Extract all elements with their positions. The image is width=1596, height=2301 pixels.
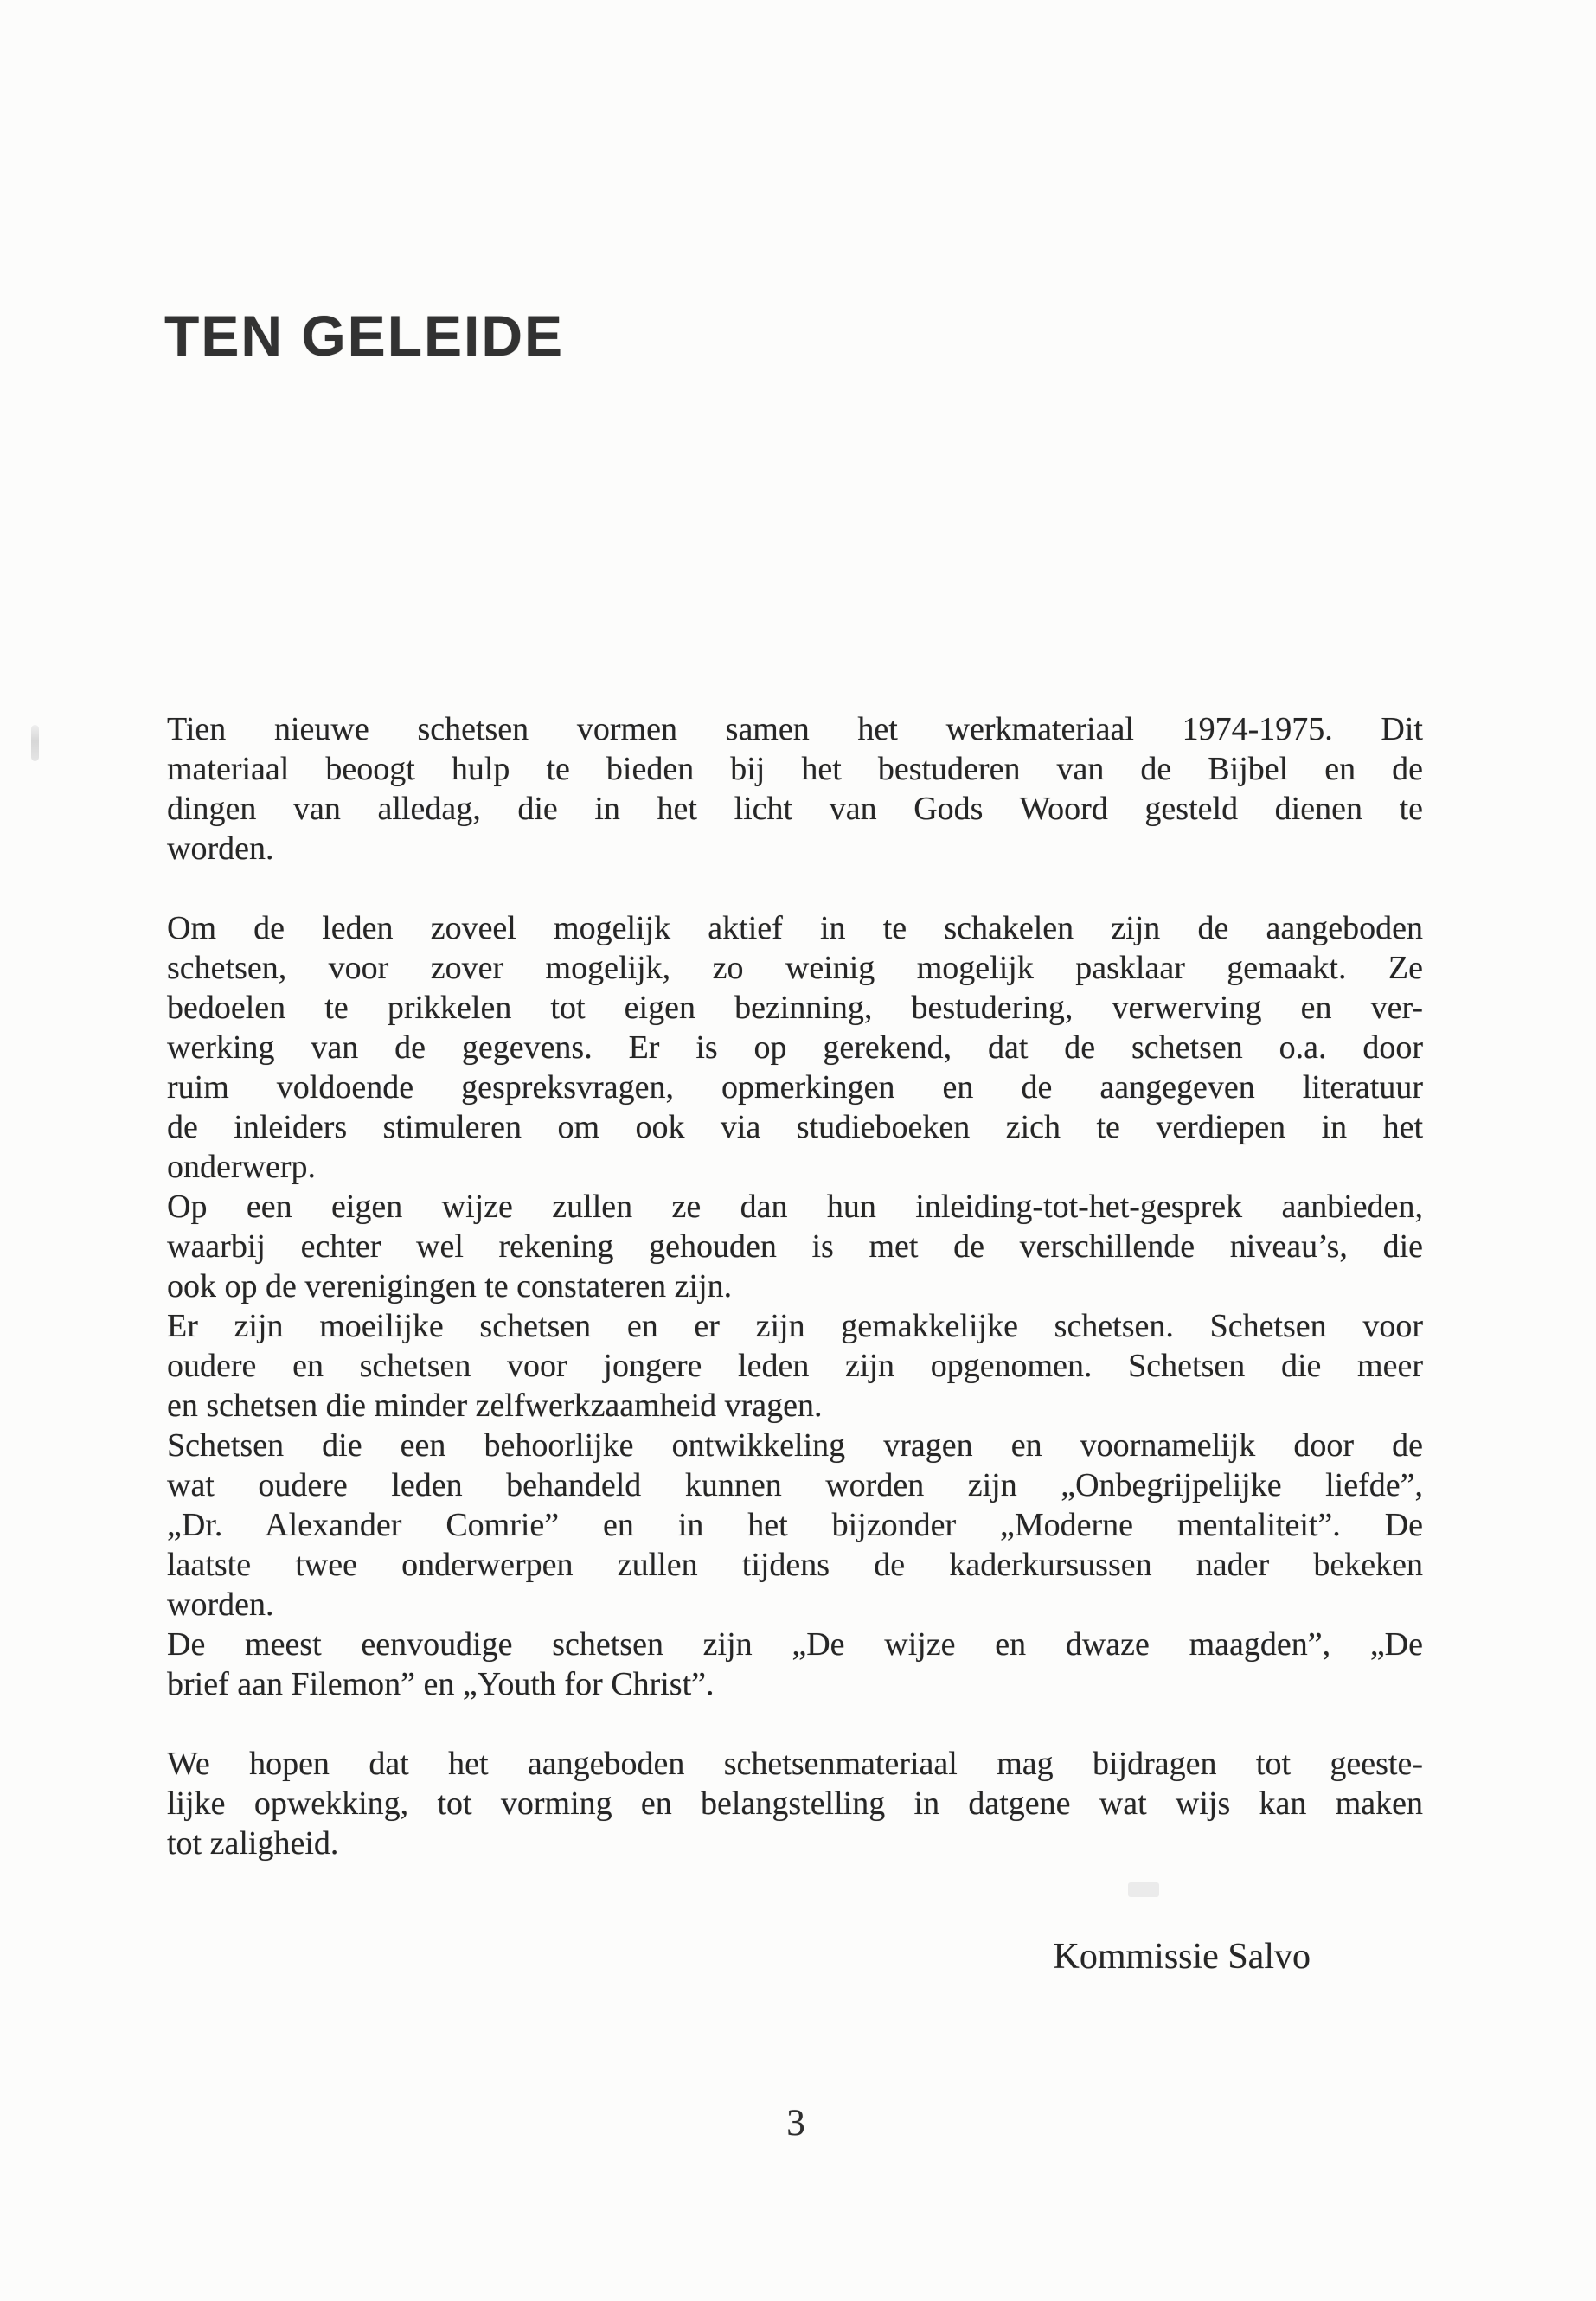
paragraph-block <box>167 908 1423 1704</box>
text-line: ruim voldoende gespreksvragen, opmerkingen en de aangegeven literatuur <box>167 1069 1423 1106</box>
text-line: We hopen dat het aangeboden schetsenmateriaal mag bijdragen tot geeste- <box>167 1746 1423 1782</box>
text-line: Om de leden zoveel mogelijk aktief in te schakelen zijn de aangeboden <box>167 910 1423 946</box>
text-line: dingen van alledag, die in het licht van Gods Woord gesteld dienen te <box>167 791 1423 827</box>
text-line: Op een eigen wijze zullen ze dan hun inleiding-tot-het-gesprek aanbieden, <box>167 1189 1423 1225</box>
text-line: laatste twee onderwerpen zullen tijdens de kaderkursussen nader bekeken <box>167 1547 1423 1583</box>
text-line: „Dr. Alexander Comrie” en in het bijzonder „Moderne mentaliteit”. De <box>167 1507 1423 1543</box>
text-line: tot zaligheid. <box>167 1825 339 1862</box>
text-line: Schetsen die een behoorlijke ontwikkeling vragen en voornamelijk door de <box>167 1427 1423 1464</box>
text-line: werking van de gegevens. Er is op gerekend, dat de schetsen o.a. door <box>167 1029 1423 1066</box>
text-line: waarbij echter wel rekening gehouden is met de verschillende niveau’s, die <box>167 1228 1423 1265</box>
text-line: lijke opwekking, tot vorming en belangstelling in datgene wat wijs kan maken <box>167 1785 1423 1822</box>
body-text <box>167 709 1423 1863</box>
text-line: en schetsen die minder zelfwerkzaamheid vragen. <box>167 1388 823 1424</box>
text-line: Er zijn moeilijke schetsen en er zijn gemakkelijke schetsen. Schetsen voor <box>167 1308 1423 1344</box>
text-line: worden. <box>167 830 274 867</box>
signature-line: Kommissie Salvo <box>1053 1937 1311 1977</box>
scan-artifact-smudge <box>1128 1882 1159 1897</box>
text-line: worden. <box>167 1586 274 1623</box>
page-number: 3 <box>786 2103 805 2144</box>
text-line: bedoelen te prikkelen tot eigen bezinning, bestudering, verwerving en ver- <box>167 990 1423 1026</box>
page-title: TEN GELEIDE <box>164 304 565 368</box>
text-line: schetsen, voor zover mogelijk, zo weinig mogelijk pasklaar gemaakt. Ze <box>167 950 1423 986</box>
paragraph-block <box>167 709 1423 868</box>
scan-artifact-left-margin <box>31 725 39 761</box>
text-line: materiaal beoogt hulp te bieden bij het bestuderen van de Bijbel en de <box>167 751 1423 787</box>
text-line: wat oudere leden behandeld kunnen worden zijn „Onbegrijpelijke liefde”, <box>167 1467 1423 1503</box>
paragraph-block <box>167 1744 1423 1863</box>
text-line: oudere en schetsen voor jongere leden zijn opgenomen. Schetsen die meer <box>167 1348 1423 1384</box>
text-line: Tien nieuwe schetsen vormen samen het werkmateriaal 1974-1975. Dit <box>167 711 1423 747</box>
text-line: brief aan Filemon” en „Youth for Christ”. <box>167 1666 715 1702</box>
text-line: ook op de verenigingen te constateren zijn. <box>167 1268 733 1304</box>
text-line: onderwerp. <box>167 1149 316 1185</box>
text-line: De meest eenvoudige schetsen zijn „De wijze en dwaze maagden”, „De <box>167 1626 1423 1663</box>
text-line: de inleiders stimuleren om ook via studieboeken zich te verdiepen in het <box>167 1109 1423 1145</box>
